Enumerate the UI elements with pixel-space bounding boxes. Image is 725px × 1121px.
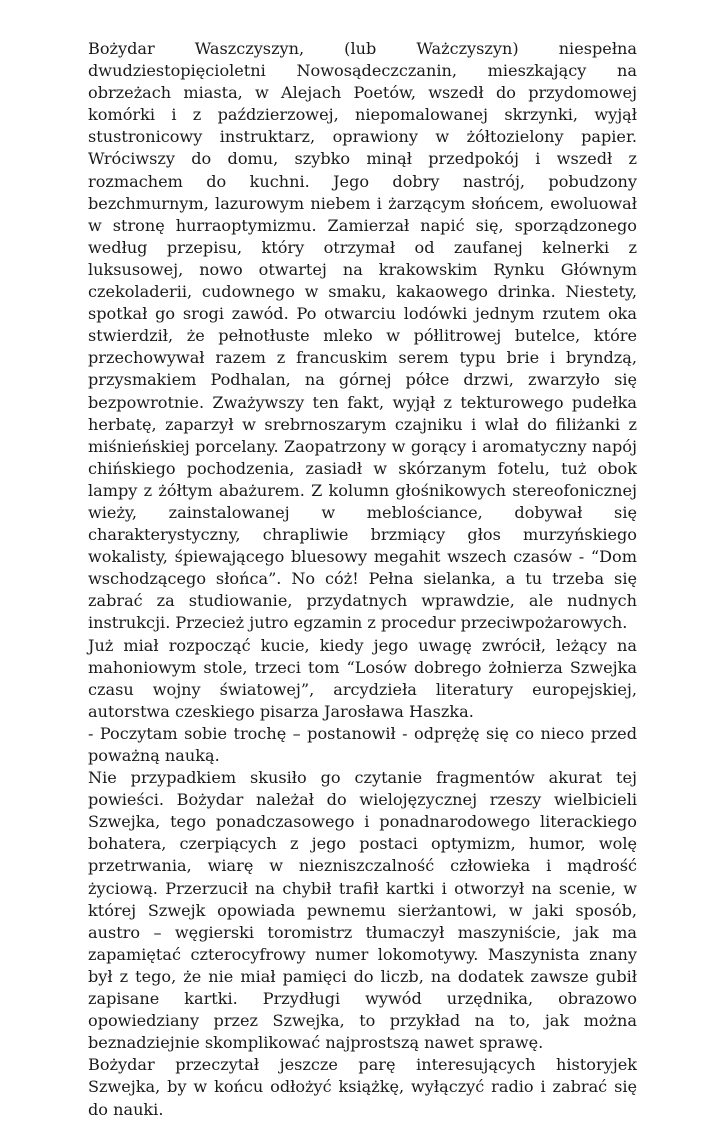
document-page: [88, 38, 637, 1121]
paragraph-1: Bożydar Waszczyszyn, (lub Ważczyszyn) niespełna dwudziestopięcioletni Nowosądeczczanin, mieszkający na obrzeżach miasta, w Alejach Poetów, wszedł do przydomowej komórki i z paździerzowej, niepomalowanej skrzynki, wyjął stustronicowy instruktarz, oprawiony w żółtozielony papier. Wróciwszy do domu, szybko minął przedpokój i wszedł z rozmachem do kuchni. Jego dobry nastrój, pobudzony bezchmurnym, lazurowym niebem i żarzącym słońcem, ewoluował w stronę hurraoptymizmu. Zamierzał napić się, sporządzonego według przepisu, który otrzymał od zaufanej kelnerki z luksusowej, nowo otwartej na krakowskim Rynku Głównym czekoladerii, cudownego w smaku, kakaowego drinka. Niestety, spotkał go srogi zawód. Po otwarciu lodówki jednym rzutem oka stwierdził, że pełnotłuste mleko w półlitrowej butelce, które przechowywał razem z francuskim serem typu brie i bryndzą, przysmakiem Podhalan, na górnej półce drzwi, zwarzyło się bezpowrotnie. Zważywszy ten fakt, wyjął z tekturowego pudełka herbatę, zaparzył w srebrnoszarym czajniku i wlał do filiżanki z miśnieńskiej porcelany. Zaopatrzony w gorący i aromatyczny napój chińskiego pochodzenia, zasiadł w skórzanym fotelu, tuż obok lampy z żółtym abażurem. Z kolumn głośnikowych stereofonicznej wieży, zainstalowanej w meblościance, dobywał się charakterystyczny, chrapliwie brzmiący głos murzyńskiego wokalisty, śpiewającego bluesowy megahit wszech czasów - “Dom wschodzącego słońca”. No cóż! Pełna sielanka, a tu trzeba się zabrać za studiowanie, przydatnych wprawdzie, ale nudnych instrukcji. Przecież jutro egzamin z procedur przeciwpożarowych.: [88, 39, 637, 633]
paragraph-2: Już miał rozpocząć kucie, kiedy jego uwagę zwrócił, leżący na mahoniowym stole, trzeci tom “Losów dobrego żołnierza Szwejka czasu wojny światowej”, arcydzieła literatury europejskiej, autorstwa czeskiego pisarza Jarosława Haszka.: [88, 635, 637, 721]
paragraph-5: Bożydar przeczytał jeszcze parę interesujących historyjek Szwejka, by w końcu odłożyć książkę, wyłączyć radio i zabrać się do nauki.: [88, 1055, 637, 1119]
paragraph-3: - Poczytam sobie trochę – postanowił - odprężę się co nieco przed poważną nauką.: [88, 723, 637, 765]
paragraph-4: Nie przypadkiem skusiło go czytanie fragmentów akurat tej powieści. Bożydar należał do wielojęzycznej rzeszy wielbicieli Szwejka, tego ponadczasowego i ponadnarodowego literackiego bohatera, czerpiących z jego postaci optymizm, humor, wolę przetrwania, wiarę w niezniszczalność człowieka i mądrość życiową. Przerzucił na chybił trafił kartki i otworzył na scenie, w której Szwejk opowiada pewnemu sierżantowi, w jaki sposób, austro – węgierski toromistrz tłumaczył maszyniście, jak ma zapamiętać czterocyfrowy numer lokomotywy. Maszynista znany był z tego, że nie miał pamięci do liczb, na dodatek zawsze gubił zapisane kartki. Przydługi wywód urzędnika, obrazowo opowiedziany przez Szwejka, to przykład na to, jak można beznadziejnie skomplikować najprostszą nawet sprawę.: [88, 768, 637, 1053]
